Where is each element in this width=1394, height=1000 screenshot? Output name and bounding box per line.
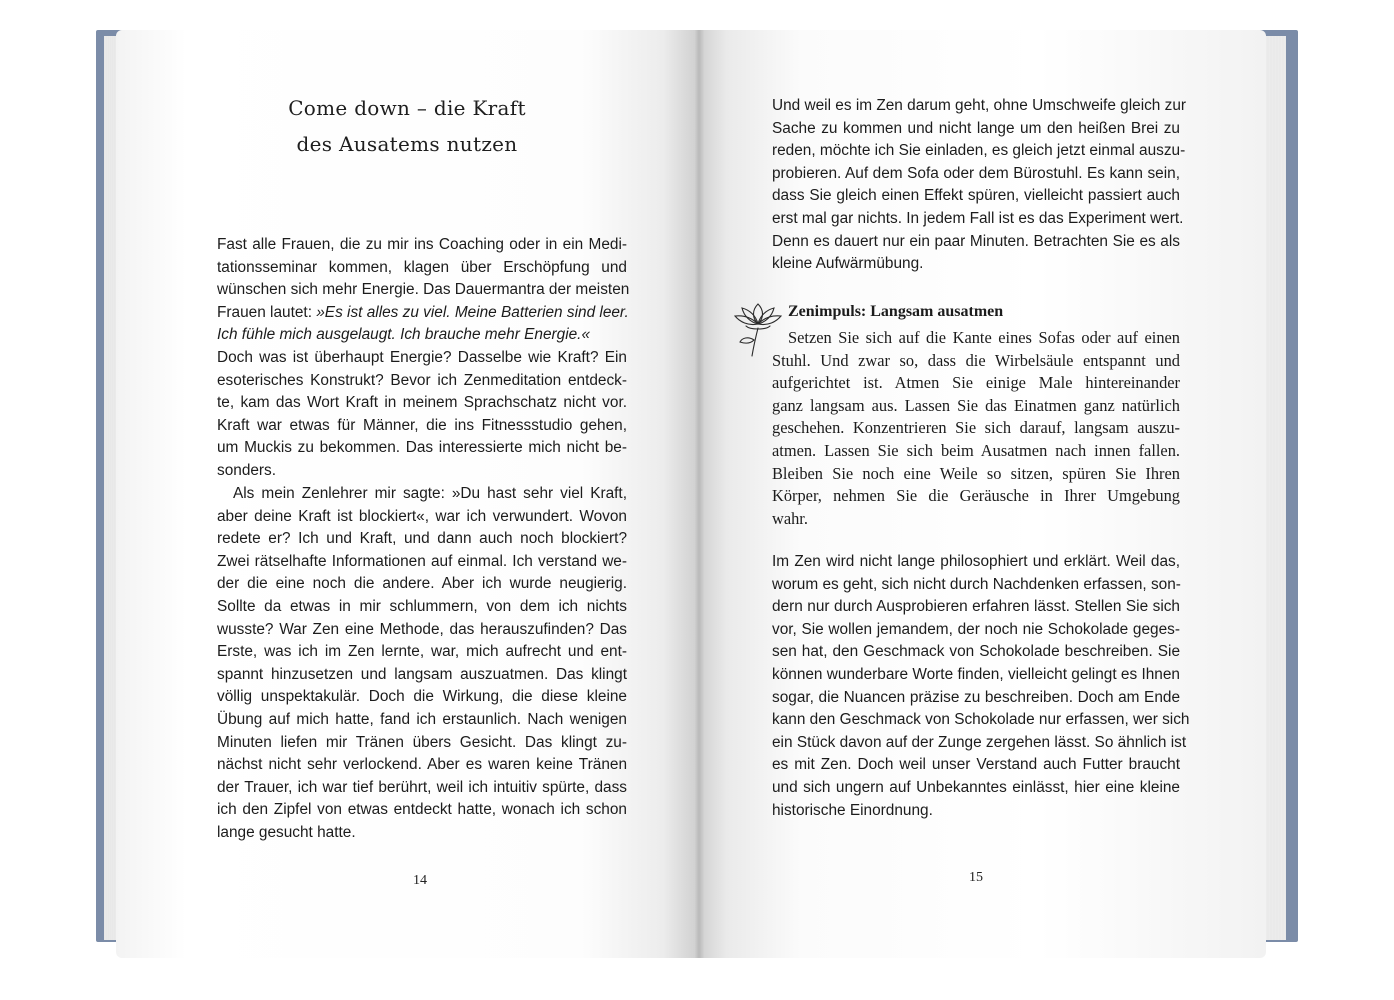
left-paragraph-1: [217, 234, 630, 483]
left-paragraph-2: [217, 483, 627, 845]
text-line: dass Sie gleich einen Effekt spüren, vielleicht passiert auch: [772, 187, 1180, 205]
right-paragraph-1: [772, 95, 1187, 276]
text-line: vor, Sie wollen jemandem, der noch nie Schokolade geges-: [772, 620, 1180, 638]
text-line: lange gesucht hatte.: [217, 823, 356, 841]
book-gutter: [694, 30, 704, 958]
text-line: sogar, die Nuancen präzise zu beschreiben. Doch am Ende: [772, 688, 1180, 706]
text-line: Frauen lautet: »Es ist alles zu viel. Meine Batterien sind leer.: [217, 303, 629, 321]
text-line: aufgerichtet ist. Atmen Sie einige Male hintereinander: [772, 373, 1180, 393]
text-line: völlig unspektakulär. Doch die Wirkung, die diese kleine: [217, 688, 627, 706]
right-paragraph-2: [772, 551, 1190, 822]
text-line: Als mein Zenlehrer mir sagte: »Du hast sehr viel Kraft,: [233, 485, 627, 502]
text-line: geschehen. Konzentrieren Sie sich darauf, langsam auszu-: [772, 418, 1180, 438]
text-line: der Trauer, ich war tief berührt, weil ich intuitiv spürte, dass: [217, 778, 627, 796]
text-line: tationsseminar kommen, klagen über Erschöpfung und: [217, 258, 627, 276]
text-line: wahr.: [772, 508, 808, 528]
text-line: Sollte da etwas in mir schlummern, von dem ich nichts: [217, 597, 627, 615]
text-line: Stuhl. Und zwar so, dass die Wirbelsäule entspannt und: [772, 350, 1180, 370]
text-line: wusste? War Zen eine Methode, das herauszufinden? Das: [217, 620, 627, 638]
text-line: wünschen sich mehr Energie. Das Dauermantra der meisten: [217, 281, 630, 299]
impulse-heading: Zenimpuls: Langsam ausatmen: [788, 303, 1004, 320]
impulse-text: [772, 327, 1180, 530]
text-line: Sache zu kommen und nicht lange um den heißen Brei zu: [772, 119, 1180, 137]
text-line: Kraft war etwas für Männer, die ins Fitnessstudio gehen,: [217, 416, 627, 434]
text-line: ich den Zipfel von etwas entdeckt hatte, wonach ich schon: [217, 801, 627, 819]
chapter-title-line-1: Come down – die Kraft: [288, 96, 526, 120]
text-line: Erste, was ich im Zen lernte, war, mich aufrecht und ent-: [217, 643, 627, 661]
text-line: aber deine Kraft ist blockiert«, war ich verwundert. Wovon: [217, 507, 627, 525]
text-line: Und weil es im Zen darum geht, ohne Umschweife gleich zur: [772, 97, 1187, 114]
text-line: Übung auf mich hatte, fand ich erstaunlich. Nach wenigen: [217, 710, 627, 728]
text-line: dern nur durch Ausprobieren erfahren lässt. Stellen Sie sich: [772, 598, 1180, 616]
text-line: erst mal gar nichts. In jedem Fall ist es das Experiment wert.: [772, 209, 1184, 227]
text-line: te, kam das Wort Kraft in meinem Sprachschatz nicht vor.: [217, 394, 627, 412]
chapter-title-line-2: des Ausatems nutzen: [296, 132, 518, 156]
text-line: atmen. Lassen Sie sich beim Ausatmen nach innen fallen.: [772, 440, 1180, 460]
text-line: Zwei rätselhafte Informationen auf einmal. Ich verstand we-: [217, 552, 627, 570]
text-line: ganz langsam aus. Lassen Sie das Einatmen ganz natürlich: [772, 395, 1180, 415]
text-line: Bleiben Sie noch eine Weile so sitzen, spüren Sie Ihren: [772, 463, 1180, 483]
text-line: ein Stück davon auf der Zunge zergehen lässt. So ähnlich ist: [772, 733, 1187, 751]
text-line: Im Zen wird nicht lange philosophiert und erklärt. Weil das,: [772, 553, 1180, 570]
text-line: Minuten liefen mir Tränen übers Gesicht. Das klingt zu-: [217, 733, 627, 751]
text-line: um Muckis zu bekommen. Das interessierte mich nicht be-: [217, 439, 627, 457]
text-line: Doch was ist überhaupt Energie? Dasselbe wie Kraft? Ein: [217, 348, 627, 366]
text-line: können wunderbare Worte finden, vielleicht gelingt es Ihnen: [772, 665, 1180, 683]
text-line: redete er? Ich und Kraft, und dann auch noch blockiert?: [217, 530, 627, 548]
text-line: und sich ungern auf Unbekanntes einlässt, hier eine kleine: [772, 778, 1180, 796]
page-number-right: 15: [969, 870, 983, 885]
text-line: Denn es dauert nur ein paar Minuten. Betrachten Sie es als: [772, 232, 1180, 250]
text-line: reden, möchte ich Sie einladen, es gleich jetzt einmal auszu-: [772, 142, 1186, 160]
text-line: Körper, nehmen Sie die Geräusche in Ihrer Umgebung: [772, 486, 1180, 506]
text-line: kann den Geschmack von Schokolade nur erfassen, wer sich: [772, 711, 1190, 729]
text-line: sen hat, den Geschmack von Schokolade beschreiben. Sie: [772, 643, 1180, 661]
text-line: der die eine noch die andere. Aber ich wurde neugierig.: [217, 575, 627, 593]
text-line: spannt hinzusetzen und langsam auszuatmen. Das klingt: [217, 665, 627, 683]
text-line: worum es geht, sich nicht durch Nachdenken erfassen, son-: [772, 575, 1181, 593]
text-line: es mit Zen. Doch weil unser Verstand auch Futter braucht: [772, 756, 1180, 774]
text-line: esoterisches Konstrukt? Bevor ich Zenmeditation entdeck-: [217, 371, 627, 389]
text-line: historische Einordnung.: [772, 801, 933, 819]
text-line: Setzen Sie sich auf die Kante eines Sofas oder auf einen: [788, 328, 1180, 347]
text-line: nächst nicht sehr verlockend. Aber es waren keine Tränen: [217, 756, 627, 774]
text-line: kleine Aufwärmübung.: [772, 255, 924, 273]
page-number-left: 14: [413, 873, 427, 888]
text-line: sonders.: [217, 461, 277, 479]
text-line: Fast alle Frauen, die zu mir ins Coaching oder in ein Medi-: [217, 236, 627, 253]
text-line: Ich fühle mich ausgelaugt. Ich brauche mehr Energie.«: [217, 326, 591, 344]
text-line: probieren. Auf dem Sofa oder dem Bürostuhl. Es kann sein,: [772, 164, 1180, 182]
